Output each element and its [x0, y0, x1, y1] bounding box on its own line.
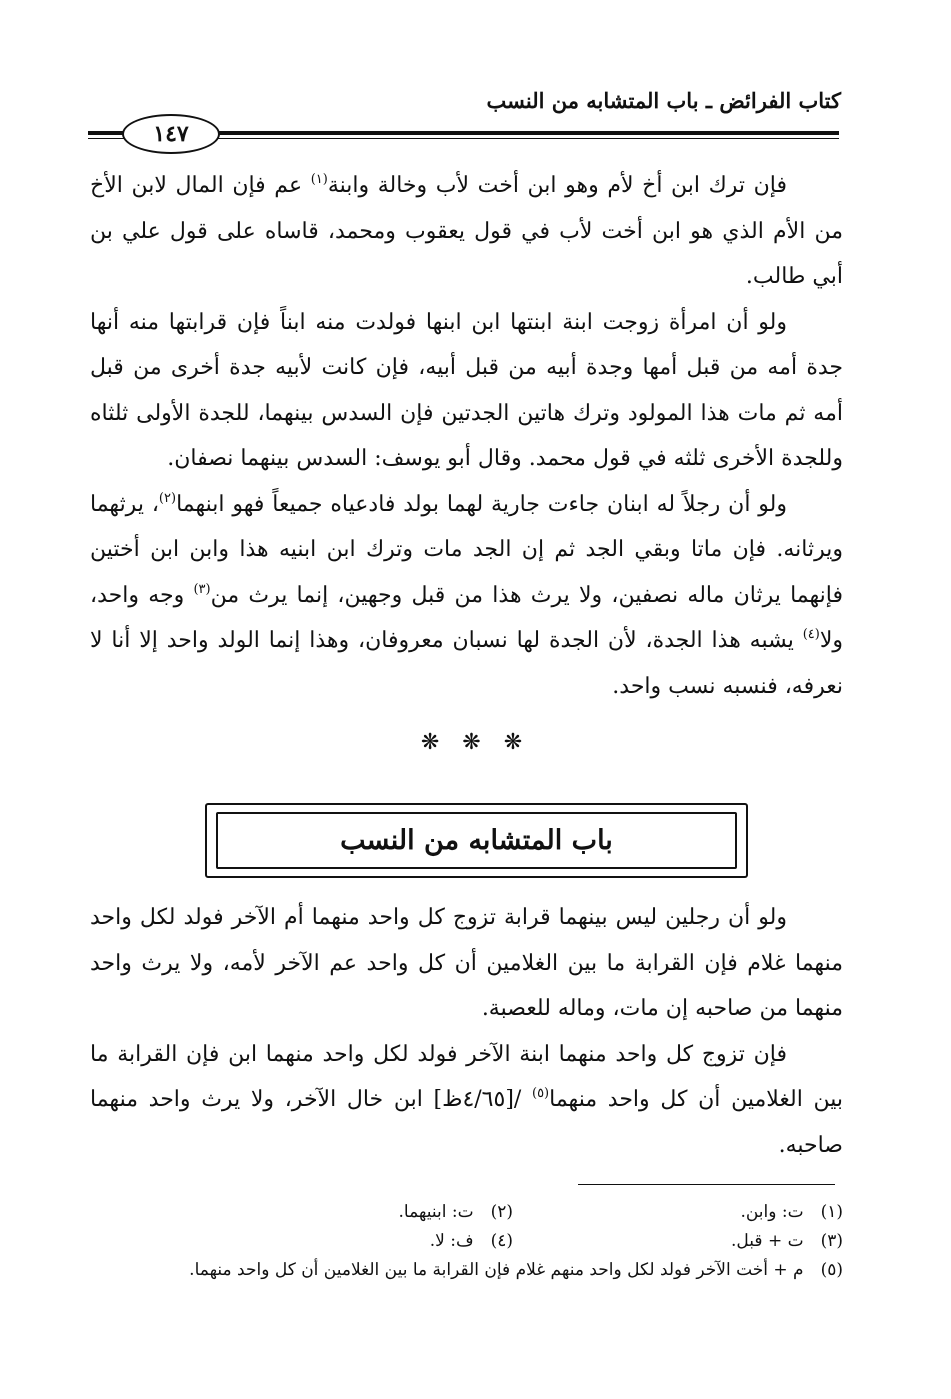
footnote-2: (٢) ت: ابنيهما. [398, 1202, 513, 1222]
footnotes [90, 1198, 843, 1285]
paragraph: فإن ترك ابن أخ لأم وهو ابن أخت لأب وخالة وابنة$^{(١)}$ عم فإن المال لابن الأخ من الأم الذي هو ابن أخت لأب في قول يعقوب ومحمد، قاساه على قول علي بن أبي طالب. [90, 172, 843, 289]
paragraph: ولو أن رجلين ليس بينهما قرابة تزوج كل واحد منهما أم الآخر فولد لكل واحد منهما غلام فإن القرابة ما بين الغلامين أن كل واحد عم الآخر لأمه، ولا يرث واحد منهما من صاحبه إن مات، وماله للعصبة. [90, 905, 843, 1021]
footnote-ref-5[interactable]: (٥) [531, 1086, 550, 1101]
page-number: ١٤٧ [122, 114, 220, 154]
chapter-title: باب المتشابه من النسب [340, 825, 613, 856]
section-1-text [90, 163, 843, 709]
footnote-row [90, 1198, 843, 1227]
chapter-heading-inner-frame [216, 812, 737, 869]
running-title: كتاب الفرائض ـ باب المتشابه من النسب [486, 88, 841, 113]
chapter-heading-frame [205, 803, 748, 878]
footnote-4: (٤) ف: لا. [429, 1231, 513, 1251]
manuscript-folio-marker: /[٤/٦٥ظ] [422, 1087, 532, 1112]
paragraph: ولو أن امرأة زوجت ابنة ابنتها ابن ابنها فولدت منه ابناً فإن قرابتها منه أنها جدة أمه من قبل أمها وجدة أبيه من قبل أبيه، فإن كانت لأبيه جدة أخرى من قبل أمه ثم مات هذا المولود وترك هاتين الجدتين فإن السدس بينهما، للجدة الأولى ثلثاه وللجدة الأخرى ثلثه في قول محمد. وقال أبو يوسف: السدس بينهما نصفان. [90, 309, 843, 471]
footnote-ref-3[interactable]: (٣) [193, 581, 211, 597]
section-divider-ornament: ❋ ❋ ❋ [420, 730, 531, 755]
footnote-separator [578, 1184, 835, 1185]
paragraph: ولو أن رجلاً له ابنان جاءت جارية لهما بولد فادعياه جميعاً فهو ابنهما$^{(٢)}$، يرثهما ويرثانه. فإن ماتا وبقي الجد ثم إن الجد مات وترك ابن ابنيه هذا وابن ابن أختين فإنهما يرثان ماله نصفين، ولا يرث هذا من قبل وجهين، إنما يرث من$^{(٣)}$ وجه واحد، ولا$^{(٤)}$ يشبه هذا الجدة، لأن الجدة لها نسبان معروفان، وهذا إنما الولد واحد إلا أنا لا نعرفه، فنسبه نسب واحد. [90, 490, 843, 699]
footnote-ref-4[interactable]: (٤) [802, 627, 820, 642]
footnote-ref-2[interactable]: (٢) [158, 490, 177, 506]
footnote-5: (٥) م + أخت الآخر فولد لكل واحد منهم غلام فإن القرابة ما بين الغلامين أن كل واحد منهما. [189, 1260, 843, 1280]
footnote-row [90, 1227, 843, 1256]
section-2-text [90, 895, 843, 1168]
footnote-3: (٣) ت + قبل. [731, 1231, 843, 1251]
paragraph: فإن تزوج كل واحد منهما ابنة الآخر فولد لكل واحد منهما ابن فإن القرابة ما بين الغلامين أن كل واحد منهما$^{(٥)}$ /[٤/٦٥ظ] ابن خال الآخر، ولا يرث واحد منهما صاحبه. [90, 1041, 843, 1158]
footnote-1: (١) ت: وابن. [740, 1202, 843, 1222]
footnote-ref-1[interactable]: (١) [310, 172, 328, 187]
